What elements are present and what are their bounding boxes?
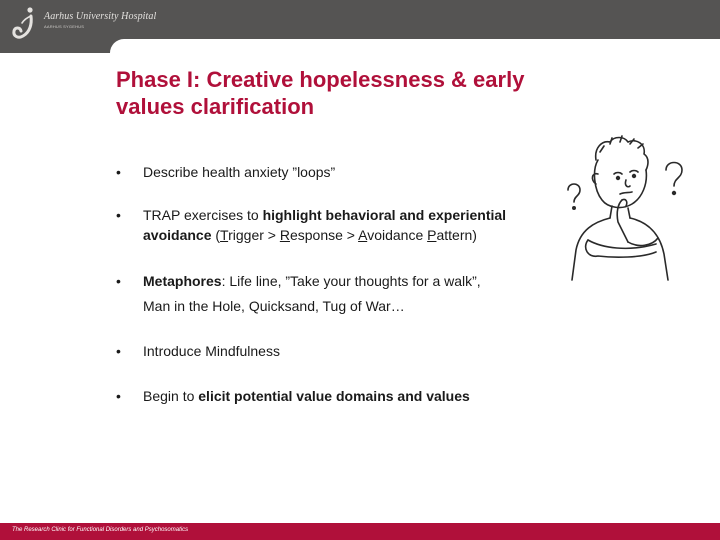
bullet-text: Introduce Mindfulness	[143, 343, 280, 359]
bullet-text-part: Begin to	[143, 388, 199, 404]
bullet-text-part: (	[211, 227, 221, 243]
slide-title-line: values clarification	[116, 94, 315, 119]
bullet-bold-text: Metaphores	[143, 273, 222, 289]
acronym-letter: R	[279, 227, 290, 243]
bullet-dot: •	[116, 164, 121, 180]
bullet-dot: •	[116, 388, 121, 404]
bullet-text-part: TRAP exercises to	[143, 207, 263, 223]
bullet-text-part: voidance	[367, 227, 428, 243]
confused-man-icon	[558, 130, 690, 290]
bullet-line	[143, 205, 573, 225]
slide-title-line: Phase I: Creative hopelessness & early	[116, 67, 525, 92]
bullet-text-part: attern)	[436, 227, 477, 243]
bullet-line	[143, 225, 573, 245]
bullet-bold-text: highlight behavioral and experiential	[262, 207, 507, 223]
footer-bar	[0, 523, 720, 540]
acronym-letter: P	[427, 227, 437, 243]
institution-subtitle: AARHUS SYGEHUS	[44, 24, 85, 29]
institution-name: Aarhus University Hospital	[44, 11, 157, 22]
slide-title	[116, 66, 586, 120]
bullet-text	[143, 205, 573, 245]
logo-icon	[10, 6, 40, 42]
footer-text: The Research Clinic for Functional Disorders and Psychosomatics	[12, 527, 189, 533]
bullet-bold-text: avoidance	[143, 227, 212, 243]
bullet-text	[143, 386, 573, 406]
bullet-dot: •	[116, 273, 121, 289]
bullet-line	[143, 271, 573, 291]
bullet-text: Describe health anxiety ”loops”	[143, 164, 336, 180]
acronym-letter: T	[220, 227, 229, 243]
bullet-text-part: : Life line, ”Take your thoughts for a walk”,	[221, 273, 481, 289]
bullet-dot: •	[116, 343, 121, 359]
acronym-letter: A	[358, 227, 368, 243]
bullet-text-part: rigger >	[228, 227, 280, 243]
bullet-line: Man in the Hole, Quicksand, Tug of War…	[143, 298, 405, 314]
bullet-bold-text: elicit potential value domains and values	[198, 388, 470, 404]
bullet-text	[143, 271, 573, 316]
bullet-text-part: esponse >	[289, 227, 359, 243]
bullet-dot: •	[116, 207, 121, 223]
